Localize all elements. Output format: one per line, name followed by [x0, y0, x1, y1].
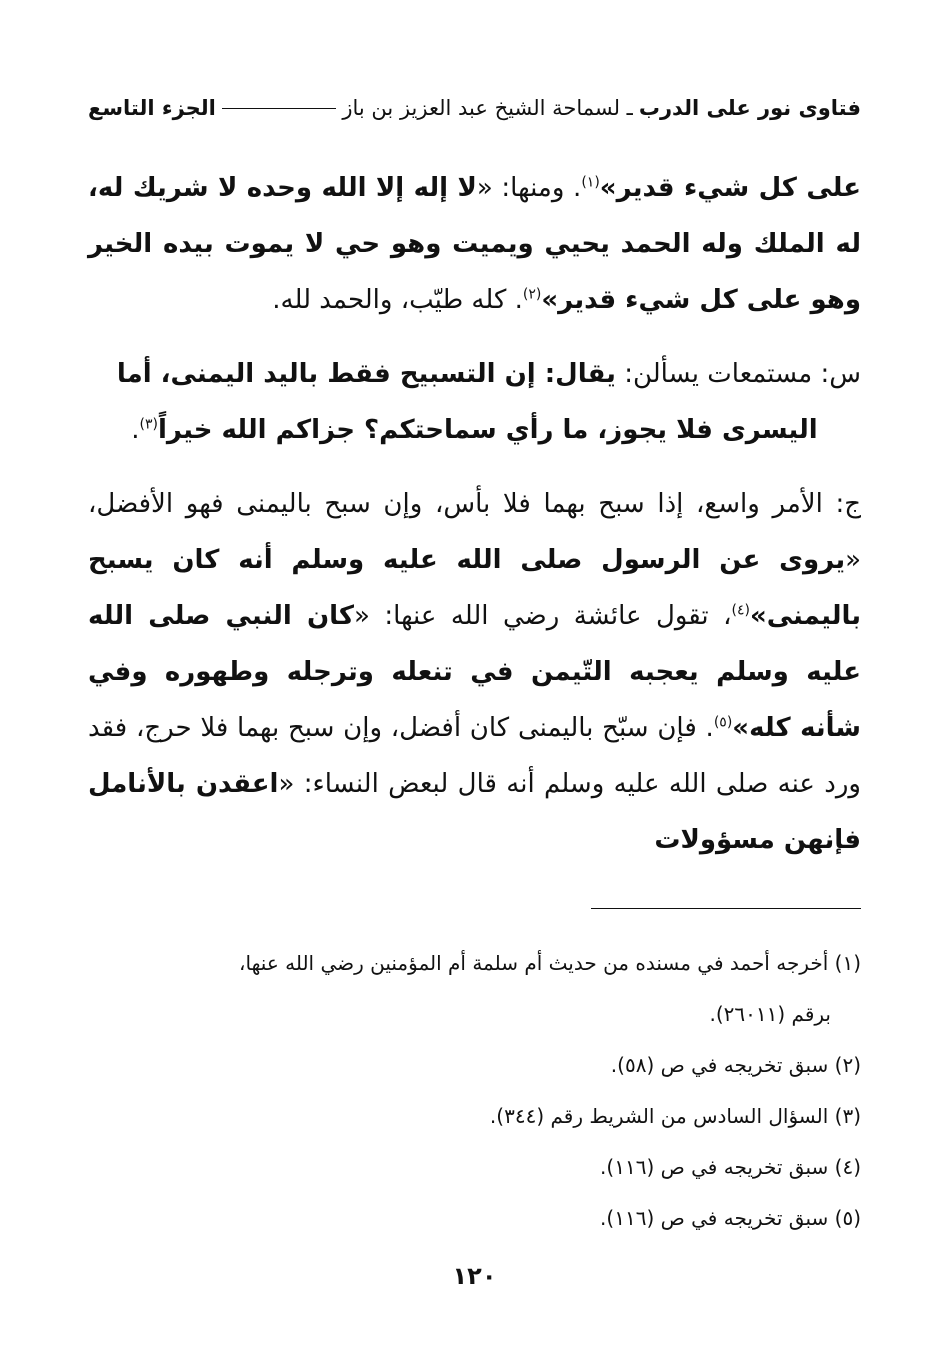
header-author: ـ لسماحة الشيخ عبد العزيز بن باز — [342, 96, 633, 120]
footnote-1-continuation: برقم (٢٦٠١١). — [709, 1002, 831, 1026]
quote-text: كان النبي صلى الله عليه وسلم يعجبه التّيمن في تنعله وترجله وطهوره وفي شأنه كله» — [88, 601, 861, 743]
footnote-1: (١) أخرجه أحمد في مسنده من حديث أم سلمة أم المؤمنين رضي الله عنها، — [239, 951, 861, 975]
quote-text: على كل شيء قدير» — [599, 173, 861, 203]
footnote-5: (٥) سبق تخريجه في ص (١١٦). — [600, 1206, 861, 1230]
header-volume: الجزء التاسع — [88, 96, 216, 120]
footnote-ref: (٤) — [731, 602, 750, 619]
paragraph-question-end — [88, 402, 861, 458]
body-text-run: . كله طيّب، والحمد لله. — [272, 285, 523, 315]
body-text-run: . — [131, 415, 140, 445]
footnote-4: (٤) سبق تخريجه في ص (١١٦). — [600, 1155, 861, 1179]
footnote-ref: (١) — [581, 174, 600, 191]
quote-text: يروى عن الرسول صلى الله عليه وسلم أنه كان يسبح باليمنى» — [88, 545, 861, 631]
footnote-3: (٣) السؤال السادس من الشريط رقم (٣٤٤). — [489, 1104, 861, 1128]
paragraph-answer — [88, 476, 861, 868]
paragraph-hadith-dhikr — [88, 160, 861, 328]
running-header — [88, 96, 861, 120]
header-book-title: فتاوى نور على الدرب — [638, 96, 861, 120]
answer-text: ، تقول عائشة رضي الله عنها: « — [354, 601, 732, 631]
footnotes — [88, 938, 861, 1244]
quote-text: اعقدن بالأنامل فإنهن مسؤولات — [88, 769, 861, 855]
footnote-separator — [591, 908, 861, 909]
page-number: ١٢٠ — [452, 1262, 497, 1290]
question-label: س: مستمعات يسألن: — [615, 359, 861, 389]
footnote-ref: (٣) — [139, 416, 159, 433]
paragraph-question — [88, 346, 861, 402]
question-text: اليسرى فلا يجوز، ما رأي سماحتكم؟ جزاكم الله خيراً — [158, 415, 818, 445]
question-text: يقال: إن التسبيح فقط باليد اليمنى، أما — [116, 359, 616, 389]
header-rule — [222, 108, 337, 109]
body-text — [88, 160, 861, 868]
answer-text: . فإن سبّح باليمنى كان أفضل، وإن سبح بهما فلا حرج، فقد ورد عنه صلى الله عليه وسلم أنه قال لبعض النساء: « — [88, 713, 861, 799]
quote-text: لا إله إلا الله وحده لا شريك له، له الملك وله الحمد يحيي ويميت وهو حي لا يموت بيده الخير وهو على كل شيء قدير» — [88, 173, 861, 315]
footnote-ref: (٢) — [522, 286, 542, 303]
body-text-run: . ومنها: « — [476, 173, 582, 203]
answer-text: ج: الأمر واسع، إذا سبح بهما فلا بأس، وإن سبح باليمنى فهو الأفضل، « — [88, 489, 861, 575]
footnote-2: (٢) سبق تخريجه في ص (٥٨). — [610, 1053, 861, 1077]
footnote-ref: (٥) — [713, 714, 733, 731]
